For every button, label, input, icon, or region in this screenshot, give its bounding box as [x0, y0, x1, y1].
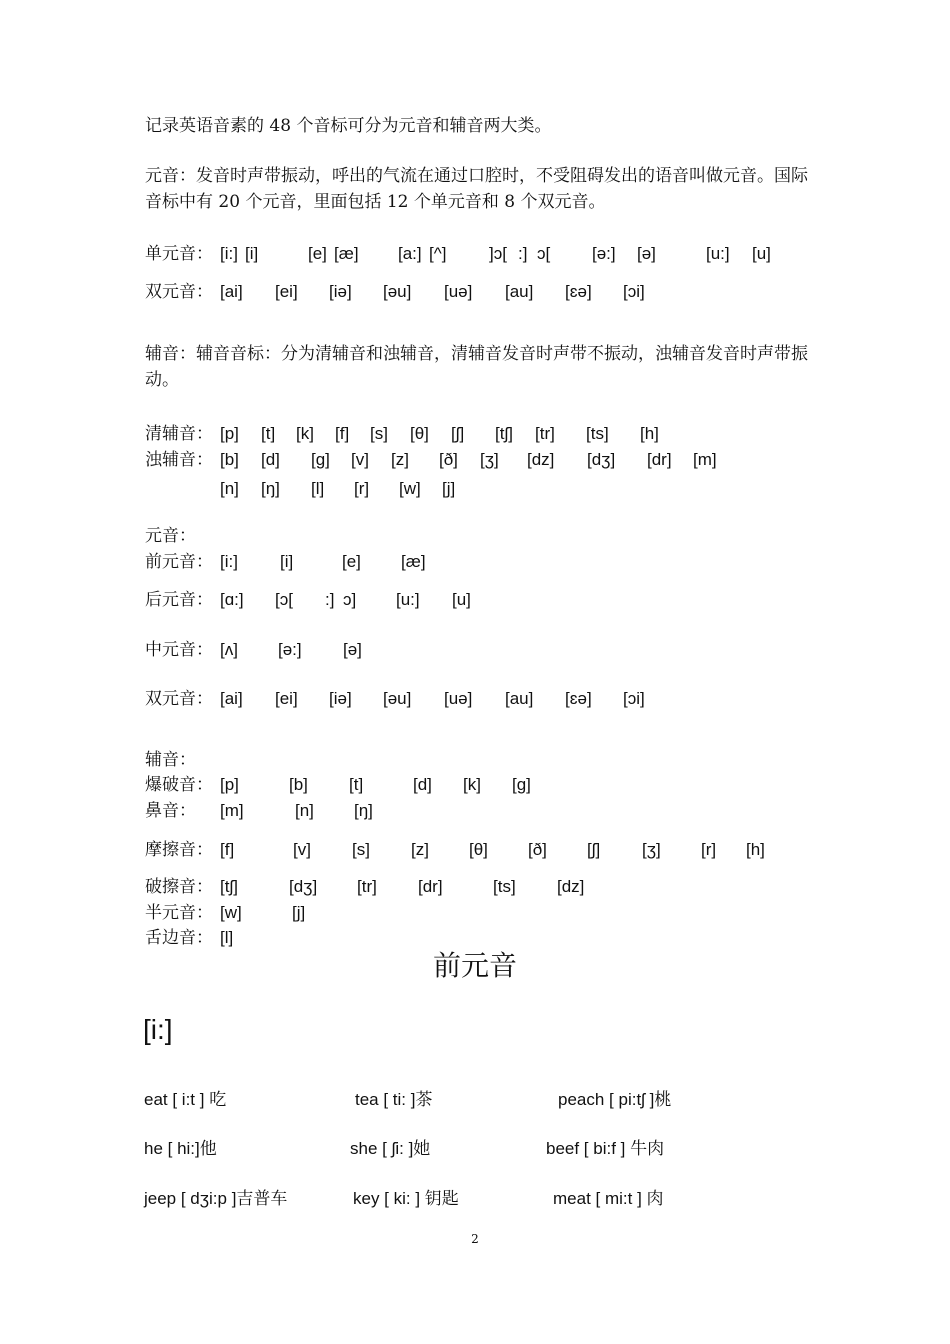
symbol: [v] [351, 450, 369, 469]
symbol: [u] [452, 590, 471, 609]
intro-paragraph: 记录英语音素的 48 个音标可分为元音和辅音两大类。 [145, 116, 552, 136]
example-word: beef [ bi:f ] 牛肉 [546, 1139, 665, 1158]
symbol: [ɛə] [565, 282, 592, 301]
central-vowel-label: 中元音： [145, 640, 213, 660]
symbol: [ŋ] [354, 801, 373, 820]
symbol: [b] [220, 450, 239, 469]
symbol: [h] [746, 840, 765, 859]
symbol: [ɔ[ [275, 590, 293, 609]
symbol: [ə:] [592, 244, 616, 263]
diphthong-label: 双元音： [145, 282, 213, 302]
nasal-label: 鼻音： [145, 801, 196, 821]
symbol: [r] [354, 479, 370, 498]
symbol: [θ] [469, 840, 488, 859]
symbol: [e] [342, 552, 361, 571]
example-word: meat [ mi:t ] 肉 [553, 1189, 664, 1208]
symbol: [g] [311, 450, 330, 469]
symbol: [ə:] [278, 640, 302, 659]
symbol: [t] [349, 775, 364, 794]
symbol: [f] [335, 424, 350, 443]
example-word: jeep [ dʒi:p ]吉普车 [144, 1189, 288, 1208]
example-word: tea [ ti: ]茶 [355, 1090, 433, 1109]
symbol: [d] [261, 450, 280, 469]
fricative-label: 摩擦音： [145, 840, 213, 860]
symbol: [m] [693, 450, 717, 469]
symbol: [tr] [357, 877, 377, 896]
section-symbol: [i:] [143, 1014, 173, 1045]
monophthong-label: 单元音： [145, 244, 213, 264]
symbol: [a:] [398, 244, 422, 263]
symbol: [ɔi] [623, 282, 645, 301]
example-word: peach [ pi:tʃ ]桃 [558, 1090, 672, 1109]
symbol: [i:] [220, 552, 238, 571]
symbol: [dʒ] [587, 450, 616, 469]
symbol: [dz] [527, 450, 555, 469]
symbol: [dʒ] [289, 877, 318, 896]
symbol: [u] [752, 244, 771, 263]
symbol: :] [325, 590, 335, 609]
symbol: [æ] [334, 244, 359, 263]
symbol: [e] [308, 244, 327, 263]
symbol: [ŋ] [261, 479, 280, 498]
symbol: [p] [220, 424, 239, 443]
section-title: 前元音 [432, 949, 517, 982]
symbol: [ʒ] [642, 840, 661, 859]
example-word: eat [ i:t ] 吃 [144, 1090, 227, 1109]
symbol: [au] [505, 689, 534, 708]
symbol: :] [518, 244, 528, 263]
symbol: ]ɔ[ [489, 244, 507, 263]
symbol: [ei] [275, 689, 298, 708]
symbol: [^] [429, 244, 447, 263]
symbol: [j] [292, 903, 306, 922]
symbol: [ts] [586, 424, 609, 443]
symbol: [tʃ] [495, 424, 513, 443]
front-vowel-label: 前元音： [145, 552, 213, 572]
symbol: [u:] [706, 244, 730, 263]
symbol: [ai] [220, 689, 243, 708]
symbol: [u:] [396, 590, 420, 609]
diphthong-label-2: 双元音： [145, 689, 213, 709]
symbol: [ɔi] [623, 689, 645, 708]
symbol: [l] [220, 928, 234, 947]
consonant-definition: 辅音：辅音音标：分为清辅音和浊辅音，清辅音发音时声带不振动，浊辅音发音时声带振动。 [145, 344, 808, 390]
symbol: [ʃ] [451, 424, 465, 443]
symbol: [z] [391, 450, 409, 469]
symbol: [ai] [220, 282, 243, 301]
symbol: [p] [220, 775, 239, 794]
symbol: [w] [220, 903, 242, 922]
symbol: [h] [640, 424, 659, 443]
symbol: [m] [220, 801, 244, 820]
symbol: [r] [701, 840, 717, 859]
symbol: [tʃ] [220, 877, 238, 896]
symbol: [ʃ] [587, 840, 601, 859]
symbol: [ə] [637, 244, 656, 263]
symbol: [dr] [647, 450, 672, 469]
vowels-heading: 元音： [145, 526, 196, 546]
symbol: [n] [295, 801, 314, 820]
symbol: [ɛə] [565, 689, 592, 708]
symbol: [uə] [444, 689, 473, 708]
symbol: [au] [505, 282, 534, 301]
symbol: [n] [220, 479, 239, 498]
back-vowel-label: 后元音： [145, 590, 213, 610]
symbol: [k] [296, 424, 314, 443]
symbol: [i:] [220, 244, 238, 263]
symbol: [ð] [528, 840, 547, 859]
symbol: [ʒ] [480, 450, 499, 469]
symbol: [uə] [444, 282, 473, 301]
symbol: [v] [293, 840, 311, 859]
symbol: ɔ] [343, 590, 357, 609]
symbol: [ð] [439, 450, 458, 469]
symbol: [əu] [383, 689, 412, 708]
symbol: [iə] [329, 689, 352, 708]
example-word: he [ hi:]他 [144, 1139, 217, 1158]
vowel-definition: 元音：发音时声带振动，呼出的气流在通过口腔时，不受阻碍发出的语音叫做元音。国际音标中有 20 个元音，里面包括 12 个单元音和 8 个双元音。 [145, 166, 808, 212]
symbol: [s] [352, 840, 370, 859]
symbol: [iə] [329, 282, 352, 301]
symbol: [z] [411, 840, 429, 859]
symbol: [w] [399, 479, 421, 498]
symbol: [j] [442, 479, 456, 498]
symbol: [g] [512, 775, 531, 794]
symbol: [b] [289, 775, 308, 794]
voiceless-label: 清辅音： [145, 424, 213, 444]
symbol: [dr] [418, 877, 443, 896]
example-word: key [ ki: ] 钥匙 [353, 1189, 459, 1208]
symbol: [ts] [493, 877, 516, 896]
symbol: [k] [463, 775, 481, 794]
example-word: she [ ʃi: ]她 [350, 1139, 431, 1158]
symbol: [ə] [343, 640, 362, 659]
symbol: [θ] [410, 424, 429, 443]
symbol: [i] [245, 244, 259, 263]
plosive-label: 爆破音： [145, 775, 213, 795]
symbol: [l] [311, 479, 325, 498]
symbol: [ei] [275, 282, 298, 301]
symbol: [əu] [383, 282, 412, 301]
symbol: [ɑ:] [220, 590, 244, 609]
symbol: [æ] [401, 552, 426, 571]
symbol: [s] [370, 424, 388, 443]
lateral-label: 舌边音： [145, 928, 213, 948]
symbol: [d] [413, 775, 432, 794]
voiced-label: 浊辅音： [145, 450, 213, 470]
symbol: [dz] [557, 877, 585, 896]
symbol: [f] [220, 840, 235, 859]
symbol: [ʌ] [220, 640, 238, 659]
symbol: ɔ[ [537, 244, 551, 263]
page-number: 2 [471, 1232, 479, 1246]
affricate-label: 破擦音： [145, 877, 213, 897]
consonants-heading: 辅音： [145, 750, 196, 770]
symbol: [i] [280, 552, 294, 571]
symbol: [tr] [535, 424, 555, 443]
semivowel-label: 半元音： [145, 903, 213, 923]
symbol: [t] [261, 424, 276, 443]
